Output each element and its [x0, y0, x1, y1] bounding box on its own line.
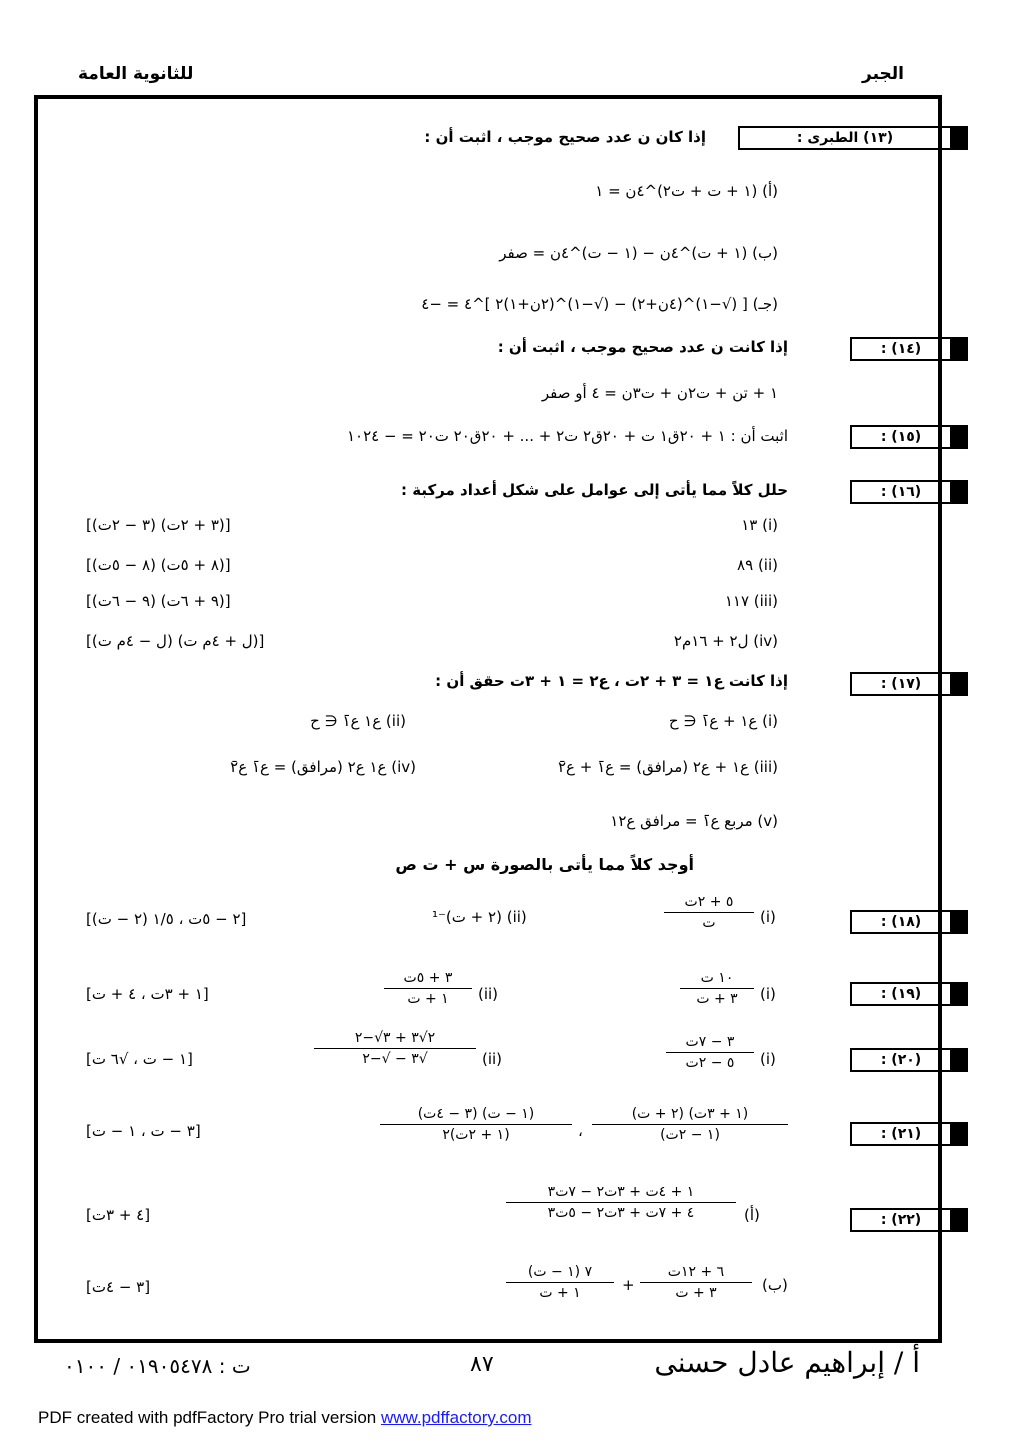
- q19-i-numerator: ١٠ ت: [680, 970, 754, 989]
- q18-part-ii: (ii) (٢ + ت)⁻¹: [432, 908, 527, 926]
- q16-item-i: (i) ١٣: [741, 516, 778, 534]
- q21-f1-numerator: (١ + ٣ت) (٢ + ت): [592, 1106, 788, 1125]
- q21-fraction-2: [380, 1106, 572, 1143]
- label-q22: (٢٢) :: [850, 1208, 968, 1232]
- q22-a-fraction: [506, 1184, 736, 1221]
- q18-i-fraction: [664, 894, 754, 931]
- q22-a-denominator: ٤ + ٧ت + ٣ت٢ − ٥ت٣: [547, 1205, 695, 1221]
- header-subject: الجبر: [862, 64, 904, 84]
- q22-b-answer: [٣ − ٤ت]: [86, 1278, 151, 1296]
- pdf-note: [38, 1408, 532, 1428]
- q22-a-numerator: ١ + ٤ت + ٣ت٢ − ٧ت٣: [506, 1184, 736, 1203]
- q20-ii-denominator: √٣ − √−٢: [362, 1051, 428, 1067]
- q20-ii-fraction: [314, 1030, 476, 1067]
- q17-part-ii: (ii) ع١ ع̄١ ∈ ح: [310, 712, 406, 730]
- find-heading: أوجد كلاً مما يأتى بالصورة س + ت ص: [395, 855, 694, 874]
- label-q16: (١٦) :: [850, 480, 968, 504]
- q20-i-tag: (i): [760, 1050, 776, 1068]
- q13-part-c: (جـ) [ (√−١)^(٤ن+٢) − (√−١)^(٢ن+١)٢ ]^٤ = −٤: [421, 295, 778, 313]
- q15-statement: اثبت أن : ١ + ٢٠ق١ ت + ٢٠ق٢ ت٢ + ... + ٢٠ق٢٠ ت٢٠ = − ١٠٢٤: [346, 427, 788, 445]
- q18-answer: [٢ − ٥ت ، ١/٥ (٢ − ت)]: [86, 910, 247, 928]
- q22-b-f1-denominator: ٣ + ت: [675, 1285, 717, 1301]
- q14-statement: إذا كانت ن عدد صحيح موجب ، اثبت أن :: [497, 338, 788, 356]
- q19-answer: [١ + ٣ت ، ٤ + ت]: [86, 985, 209, 1003]
- q18-i-numerator: ٥ + ٢ت: [664, 894, 754, 913]
- page-number: ٨٧: [470, 1352, 494, 1377]
- footer-author: أ / إبراهيم عادل حسنى: [654, 1346, 920, 1379]
- q17-part-i: (i) ع١ + ع̄١ ∈ ح: [668, 712, 778, 730]
- q16-answer-iv: [(ل + ٤م ت) (ل − ٤م ت)]: [86, 632, 265, 650]
- q17-statement: إذا كانت ع١ = ٣ + ٢ت ، ع٢ = ١ + ٣ت حقق أن :: [435, 672, 788, 690]
- q21-fraction-1: [592, 1106, 788, 1143]
- q22-b-f2-numerator: ٧ (١ − ت): [506, 1264, 614, 1283]
- q20-i-fraction: [666, 1034, 754, 1071]
- q19-i-tag: (i): [760, 985, 776, 1003]
- pdf-note-text: PDF created with pdfFactory Pro trial version: [38, 1408, 381, 1427]
- q20-answer: [١ − ت ، √٦ ت]: [86, 1050, 193, 1068]
- q19-ii-tag: (ii): [478, 985, 499, 1003]
- q22-b-plus: +: [622, 1276, 635, 1294]
- q19-ii-numerator: ٣ + ٥ت: [384, 970, 472, 989]
- q16-answer-i: [(٣ + ٢ت) (٣ − ٢ت)]: [86, 516, 231, 534]
- label-q19: (١٩) :: [850, 982, 968, 1006]
- q22-b-tag: (ب): [762, 1276, 788, 1294]
- q21-answer: [٣ − ت ، ١ − ت]: [86, 1122, 201, 1140]
- q22-b-f1-numerator: ٦ + ١٢ت: [640, 1264, 752, 1283]
- header-grade: للثانوية العامة: [78, 64, 194, 84]
- q18-i-denominator: ت: [702, 915, 716, 931]
- q16-item-ii: (ii) ٨٩: [737, 556, 778, 574]
- q20-ii-numerator: ٢√٣ + ٣√−٢: [314, 1030, 476, 1049]
- q19-ii-fraction: [384, 970, 472, 1007]
- footer-phone: ت : ٠١٩٠٥٤٧٨ / ٠١٠٠: [64, 1354, 251, 1378]
- q21-f2-numerator: (١ − ت) (٣ − ٤ت): [380, 1106, 572, 1125]
- q16-item-iii: (iii) ١١٧: [724, 592, 778, 610]
- q20-ii-tag: (ii): [482, 1050, 503, 1068]
- q13-statement: إذا كان ن عدد صحيح موجب ، اثبت أن :: [424, 128, 706, 146]
- q22-b-f2-denominator: ١ + ت: [539, 1285, 581, 1301]
- q22-b-fraction-2: [506, 1264, 614, 1301]
- q16-statement: حلل كلاً مما يأتى إلى عوامل على شكل أعداد مركبة :: [401, 481, 788, 499]
- q22-a-tag: (أ): [744, 1206, 760, 1224]
- q21-separator: ،: [578, 1122, 583, 1140]
- q19-i-denominator: ٣ + ت: [696, 991, 738, 1007]
- q21-f2-denominator: (١ + ٢ت)٢: [442, 1127, 510, 1143]
- q13-part-a: (أ) (١ + ت + ت٢)^٤ن = ١: [595, 182, 778, 200]
- q13-part-b: (ب) (١ + ت)^٤ن − (١ − ت)^٤ن = صفر: [499, 244, 778, 262]
- q14-expression: ١ + تن + ت٢ن + ت٣ن = ٤ أو صفر: [541, 384, 778, 402]
- label-q17: (١٧) :: [850, 672, 968, 696]
- q16-answer-iii: [(٩ + ٦ت) (٩ − ٦ت)]: [86, 592, 231, 610]
- q16-answer-ii: [(٨ + ٥ت) (٨ − ٥ت)]: [86, 556, 231, 574]
- label-q21: (٢١) :: [850, 1122, 968, 1146]
- label-q18: (١٨) :: [850, 910, 968, 934]
- q20-i-numerator: ٣ − ٧ت: [666, 1034, 754, 1053]
- q19-i-fraction: [680, 970, 754, 1007]
- q20-i-denominator: ٥ − ٢ت: [685, 1055, 735, 1071]
- q22-b-fraction-1: [640, 1264, 752, 1301]
- label-q15: (١٥) :: [850, 425, 968, 449]
- pdf-note-link[interactable]: www.pdffactory.com: [380, 1408, 532, 1427]
- q22-a-answer: [٤ + ٣ت]: [86, 1206, 151, 1224]
- q16-item-iv: (iv) ل٢ + ١٦م٢: [673, 632, 778, 650]
- label-q14: (١٤) :: [850, 337, 968, 361]
- label-q13: (١٣) الطبرى :: [738, 126, 968, 150]
- label-q20: (٢٠) :: [850, 1048, 968, 1072]
- page-frame: [34, 95, 942, 1343]
- q19-ii-denominator: ١ + ت: [407, 991, 449, 1007]
- q18-i-tag: (i): [760, 908, 776, 926]
- q21-f1-denominator: (١ − ٢ت): [660, 1127, 720, 1143]
- q17-part-iii: (iii) ع١ + ع٢ (مرافق) = ع̄١ + ع̄٢: [557, 758, 778, 776]
- q17-part-v: (v) مربع ع̄١ = مرافق ع١٢: [610, 812, 778, 830]
- q17-part-iv: (iv) ع١ ع٢ (مرافق) = ع̄١ ع̄٢: [230, 758, 416, 776]
